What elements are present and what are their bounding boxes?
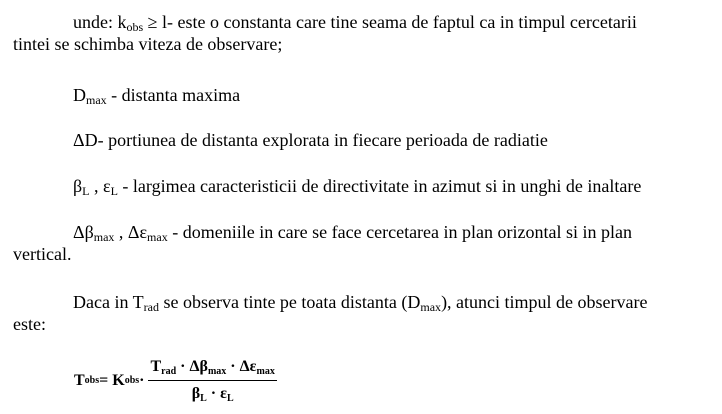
kobs-description: ≥ l- este o constanta care tine seama de faptul ca in timpul cercetarii	[143, 12, 637, 32]
formula-equals-k: = K	[99, 371, 125, 389]
kobs-prefix: unde: k	[73, 12, 127, 32]
dmax-symbol: D	[73, 85, 86, 105]
trad-intro: Daca in T	[73, 292, 144, 312]
trad-middle: se observa tinte pe toata distanta (D	[158, 292, 421, 312]
paragraph-delta-d	[13, 129, 713, 151]
paragraph-trad	[13, 291, 713, 335]
delta-epsilon-subscript: max	[147, 230, 168, 244]
formula-denominator: $\beta_L \cdot \varepsilon_L$	[191, 385, 234, 404]
kobs-subscript: obs	[126, 20, 144, 34]
paragraph-dmax	[13, 84, 713, 106]
trad-dmax-subscript: max	[420, 300, 442, 314]
paragraph-kobs-line2: tintei se schimba viteza de observare;	[13, 34, 283, 54]
dmax-description: - distanta maxima	[106, 85, 241, 105]
delta-beta-symbol: Δβ	[73, 222, 94, 242]
delta-epsilon-symbol: , Δε	[114, 222, 148, 242]
delta-d-description: ΔD- portiunea de distanta explorata in fiecare perioada de radiatie	[73, 130, 548, 150]
formula-multiply: ·	[139, 371, 145, 389]
formula-numerator: $T_{rad} \cdot \Delta\beta_{max} \cdot \Delta\varepsilon_{max}$	[150, 358, 275, 377]
beta-symbol: β	[73, 176, 83, 196]
dmax-subscript: max	[86, 93, 107, 107]
trad-subscript: rad	[143, 300, 159, 314]
paragraph-beta-epsilon	[13, 175, 713, 197]
domains-description-line2: vertical.	[13, 244, 72, 264]
epsilon-subscript: L	[110, 184, 118, 198]
formula-lhs: T	[74, 371, 85, 389]
paragraph-domains	[13, 221, 713, 265]
trad-end: ), atunci timpul de observare	[441, 292, 648, 312]
delta-beta-subscript: max	[93, 230, 115, 244]
epsilon-symbol: , ε	[89, 176, 111, 196]
beta-epsilon-description: - largimea caracteristicii de directivitate in azimut si in unghi de inaltare	[117, 176, 642, 196]
beta-subscript: L	[82, 184, 90, 198]
domains-description: - domeniile in care se face cercetarea in plan orizontal si in plan	[167, 222, 632, 242]
formula-fraction	[148, 356, 276, 405]
paragraph-kobs	[13, 11, 713, 55]
paragraph-kobs-line1	[13, 11, 713, 33]
trad-line2: este:	[13, 314, 46, 334]
observation-time-formula: T obs = K obs · $\frac{T_{rad} \cdot \Delta\beta_{max} \cdot \Delta\varepsilon_{max}}{\beta_L \cdot \varepsilon_L}$	[74, 358, 275, 404]
